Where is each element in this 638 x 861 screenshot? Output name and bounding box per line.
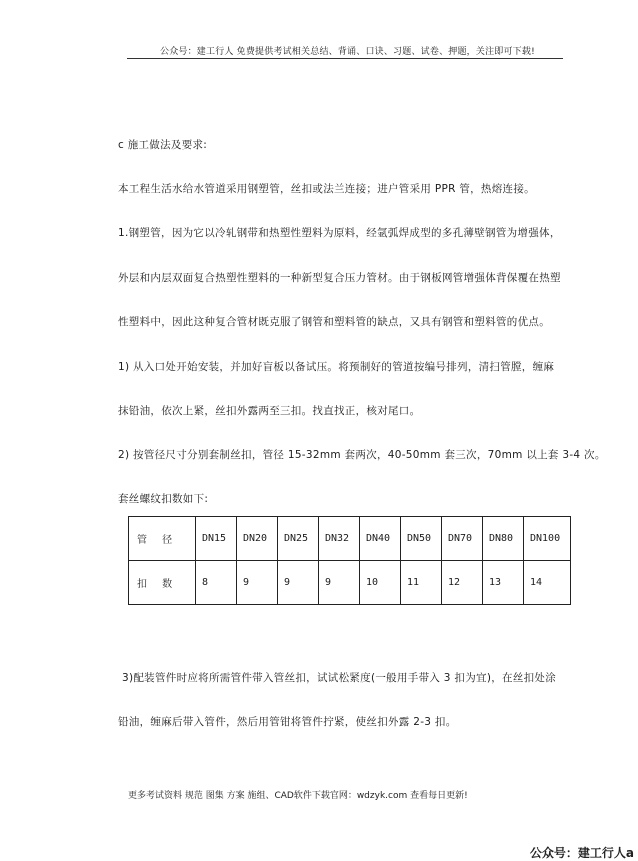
count-cell: 13 — [483, 561, 524, 605]
step-1-line-1: 1) 从入口处开始安装，并加好盲板以备试压。将预制好的管道按编号排列，清扫管膛，缠麻 — [118, 361, 555, 373]
count-cell: 8 — [196, 561, 237, 605]
table-row-pipe-size — [129, 517, 571, 561]
paragraph-steel-plastic-line-2: 外层和内层双面复合热塑性塑料的一种新型复合压力管材。由于钢板网管增强体背保覆在热塑 — [118, 272, 561, 284]
step-1-line-2: 抹铅油，依次上紧，丝扣外露两至三扣。找直找正，核对尾口。 — [118, 405, 421, 417]
page-footer: 更多考试资料 规范 图集 方案 施组、CAD软件下载官网：wdzyk.com 查看每日更新! — [128, 791, 468, 801]
size-cell: DN100 — [524, 517, 571, 561]
row-label-pipe-size: 管 径 — [129, 517, 196, 561]
size-cell: DN20 — [237, 517, 278, 561]
count-cell: 10 — [360, 561, 401, 605]
step-3-line-2: 铅油，缠麻后带入管件，然后用管钳将管件拧紧，使丝扣外露 2-3 扣。 — [118, 716, 457, 728]
count-cell: 9 — [237, 561, 278, 605]
row-label-thread-count: 扣 数 — [129, 561, 196, 605]
table-intro: 套丝螺纹扣数如下: — [118, 493, 209, 505]
paragraph-steel-plastic-line-1: 1.钢塑管，因为它以冷轧钢带和热塑性塑料为原料，经氩弧焊成型的多孔薄壁钢管为增强体， — [118, 227, 561, 239]
count-cell: 11 — [401, 561, 442, 605]
size-cell: DN15 — [196, 517, 237, 561]
size-cell: DN32 — [319, 517, 360, 561]
table-row-thread-count — [129, 561, 571, 605]
count-cell: 9 — [278, 561, 319, 605]
page-header: 公众号：建工行人 免费提供考试相关总结、背诵、口诀、习题、试卷、押题，关注即可下载! — [160, 47, 535, 57]
step-3-line-1: 3)配装管件时应将所需管件带入管丝扣，试试松紧度(一般用手带入 3 扣为宜)，在丝扣处涂 — [122, 672, 557, 684]
count-cell: 14 — [524, 561, 571, 605]
size-cell: DN80 — [483, 517, 524, 561]
paragraph-steel-plastic-line-3: 性塑料中，因此这种复合管材既克服了钢管和塑料管的缺点，又具有钢管和塑料管的优点。 — [118, 316, 550, 328]
size-cell: DN25 — [278, 517, 319, 561]
section-title: c 施工做法及要求: — [118, 139, 208, 151]
step-2: 2) 按管径尺寸分别套制丝扣，管径 15-32mm 套两次，40-50mm 套三次，70mm 以上套 3-4 次。 — [118, 449, 606, 461]
count-cell: 9 — [319, 561, 360, 605]
count-cell: 12 — [442, 561, 483, 605]
thread-count-table — [128, 516, 571, 605]
size-cell: DN70 — [442, 517, 483, 561]
size-cell: DN40 — [360, 517, 401, 561]
header-divider — [127, 58, 563, 59]
intro-paragraph: 本工程生活水给水管道采用钢塑管，丝扣或法兰连接；进户管采用 PPR 管，热熔连接。 — [118, 183, 535, 195]
size-cell: DN50 — [401, 517, 442, 561]
watermark: 公众号：建工行人a — [529, 846, 634, 860]
